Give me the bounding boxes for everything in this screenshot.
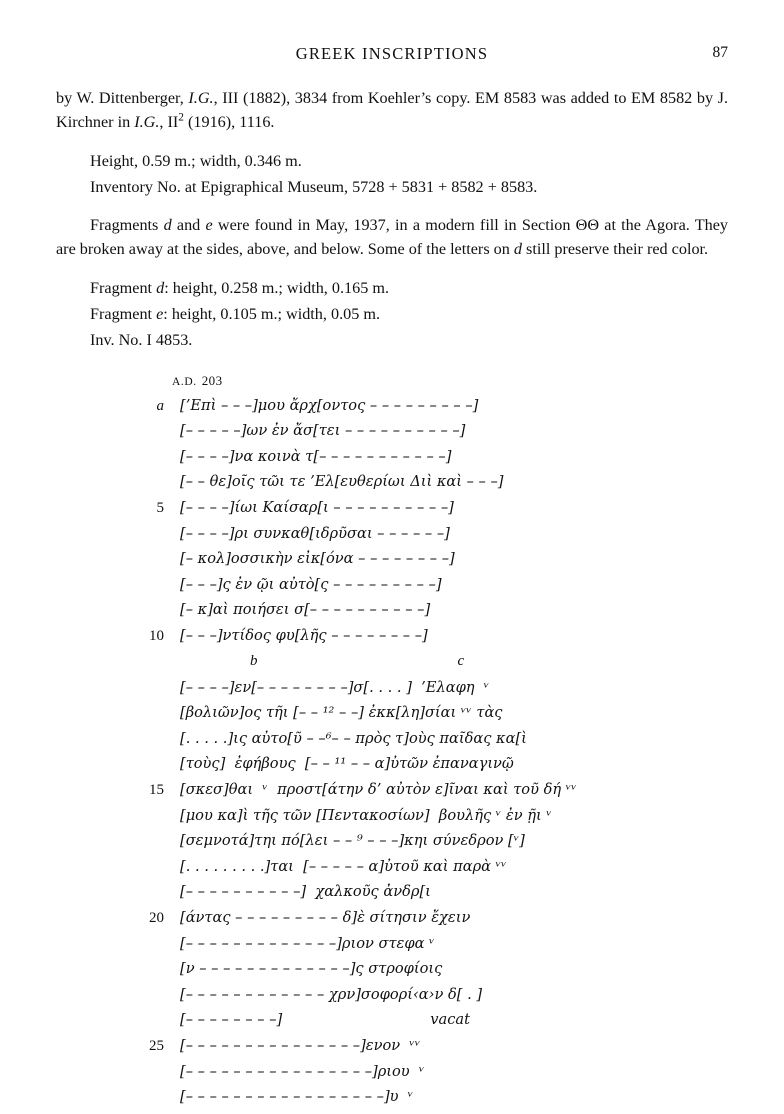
line-number: 20 — [149, 909, 164, 926]
paragraph-sources — [56, 86, 728, 135]
line-text: [– – –]ντίδος φυ[λῆς – – – – – – – –] — [180, 627, 428, 645]
line-text: [ν – – – – – – – – – – – – –]ς στροφίοις — [180, 960, 443, 978]
paragraph-dimensions: Height, 0.59 m.; width, 0.346 m. — [90, 151, 302, 170]
inscription-line — [56, 473, 728, 499]
line-label-a — [56, 398, 180, 415]
inscription-line — [56, 550, 728, 576]
line-number: 10 — [149, 628, 164, 645]
inscription-line — [56, 525, 728, 551]
line-text: [– – – – – – – – – – – – –]ριον στεφα ᵛ — [180, 934, 435, 952]
p6-seg1: Fragment — [90, 305, 157, 324]
p5-seg1: Fragment — [90, 278, 157, 297]
inscription-line — [56, 986, 728, 1012]
inscription-lines-a — [56, 397, 728, 653]
paragraph-fragment-d — [56, 276, 728, 300]
line-text: [– – –]ς ἐν ῷι αὐτὸ[ς – – – – – – – – –] — [180, 575, 442, 593]
line-text: [– κ]αὶ ποιήσει σ[– – – – – – – – – –] — [180, 601, 431, 619]
inscription-line — [56, 755, 728, 781]
line-number: 25 — [149, 1037, 164, 1054]
inscription-date — [56, 373, 728, 389]
fragment-a-label: a — [156, 397, 164, 414]
inscription-line — [56, 601, 728, 627]
paragraph-fragment-e — [56, 302, 728, 326]
p1-ig-italic-2: I.G. — [134, 113, 160, 132]
p4-seg1: Fragments — [90, 216, 164, 235]
line-text: [– – – – –]ων ἐν ἄσ[τει – – – – – – – – – –] — [180, 422, 466, 440]
date-prefix: A.D. — [172, 375, 197, 388]
line-text: [– – θε]οῖς τῶι τε ’Ελ[ευθερίωι Διὶ καὶ – – –] — [180, 473, 504, 491]
inscription-line — [56, 1037, 728, 1063]
p1-seg2: , III (1882), 3834 from Koehler’s copy. EM 8583 was added to EM 8582 by J. Kirchner in — [56, 89, 728, 132]
inscription-line — [56, 704, 728, 730]
line-text: [σκεσ]θαι ᵛ προστ[άτην δ’ αὐτὸν ε]ῖναι καὶ τοῦ δή ᵛᵛ — [180, 780, 577, 798]
line-text: [μου κα]ὶ τῆς τῶν [Πεντακοσίων] βουλῆς ᵛ ἐν ῇι ᵛ — [180, 806, 552, 824]
fragment-bc-labels — [56, 653, 728, 679]
p4-frag-e: e — [205, 216, 213, 235]
inscription-line — [56, 730, 728, 756]
paragraph-inventory: Inventory No. at Epigraphical Museum, 5728 + 5831 + 8582 + 8583. — [90, 177, 538, 196]
inscription-line — [56, 499, 728, 525]
fragment-c-label: c — [457, 652, 465, 669]
p4-seg3: were found in May, 1937, in a modern fill in Section ΘΘ at the Agora. They are broken away at the sides, above, and below. Some of the letters on — [56, 216, 728, 259]
inscription-line — [56, 448, 728, 474]
inscription-line — [56, 858, 728, 884]
line-number: 5 — [156, 500, 164, 517]
line-text: [– – – –]ίωι Καίσαρ[ι – – – – – – – – – –] — [180, 499, 454, 517]
line-text: [. . . . . . . . .]ται [– – – – – α]ὐτοῦ καὶ παρὰ ᵛᵛ — [180, 857, 507, 875]
inscription-line — [56, 397, 728, 423]
p4-frag-d2: d — [513, 240, 522, 259]
p6-frag-e: e — [156, 305, 164, 324]
inscription-line — [56, 781, 728, 807]
line-text: [τοὺς] ἐφήβους [– – ¹¹ – – α]ὐτῶν ἐπαναγινῷ — [180, 755, 514, 773]
page-number: 87 — [712, 44, 728, 61]
inscription-line — [56, 935, 728, 961]
p5-seg2: : height, 0.258 m.; width, 0.165 m. — [164, 278, 390, 297]
p1-superscript: 2 — [178, 111, 184, 124]
inscription-line — [56, 1063, 728, 1089]
p4-frag-d: d — [163, 216, 172, 235]
fragment-b-label: b — [250, 652, 258, 669]
body-text — [56, 86, 728, 353]
p4-seg4: still preserve their red color. — [522, 240, 709, 259]
paragraph-inv-no: Inv. No. I 4853. — [90, 331, 193, 350]
line-text: [– – – –]ρι συνκαθ[ιδρῦσαι – – – – – –] — [180, 524, 450, 542]
line-text: [– – – – – – – –] — [180, 1011, 283, 1029]
line-text: [άντας – – – – – – – – – δ]ὲ σίτησιν ἔχειν — [180, 908, 471, 926]
line-text: [– – – –]εν[– – – – – – – –]σ[. . . . ] ’Ελαφη ᵛ — [180, 678, 490, 696]
inscription-line-vacat — [56, 1011, 728, 1037]
p1-seg1: by W. Dittenberger, — [56, 89, 189, 107]
inscription-line — [56, 627, 728, 653]
inscription-line — [56, 422, 728, 448]
line-text: [σεμνοτά]τηι πό[λει – – ⁹ – – –]κηι σύνεδρον [ᵛ] — [180, 832, 525, 850]
line-text: [– – – – – – – – – –] χαλκοῦς ἀνδρ[ι — [180, 883, 431, 901]
line-number: 15 — [149, 781, 164, 798]
running-header — [56, 44, 728, 78]
inscription-line — [56, 960, 728, 986]
inscription-line — [56, 883, 728, 909]
line-text: [– – – – – – – – – – – – – – – – –]υ ᵛ — [180, 1088, 414, 1106]
line-text: [– – – – – – – – – – – – – – –]ενον ᵛᵛ — [180, 1036, 421, 1054]
vacat-note: vacat — [430, 1011, 470, 1029]
line-text: [βολιῶν]ος τῆι [– – ¹² – –] ἐκκ[λη]σίαι ᵛᵛ τὰς — [180, 704, 503, 722]
inscription-line — [56, 576, 728, 602]
p1-seg3: , II — [159, 113, 179, 132]
line-text: [– – – – – – – – – – – – χρν]σοφορί‹α›ν δ[ . ] — [180, 985, 483, 1003]
inscription-line — [56, 909, 728, 935]
p5-frag-d: d — [156, 278, 165, 297]
line-text: [– – – – – – – – – – – – – – – –]ριου ᵛ — [180, 1062, 425, 1080]
line-text: [– κολ]οσσικὴν εἰκ[όνα – – – – – – – –] — [180, 550, 455, 568]
inscription-line — [56, 807, 728, 833]
p4-seg2: and — [171, 216, 206, 235]
inscription-line — [56, 832, 728, 858]
line-text: [’Επὶ – – –]μου ἄρχ[οντος – – – – – – – – –] — [180, 396, 479, 414]
p1-seg4: (1916), 1116. — [183, 113, 275, 132]
inscription-lines-bc — [56, 679, 728, 1114]
p1-ig-italic-1: I.G. — [188, 89, 214, 107]
running-title: GREEK INSCRIPTIONS — [295, 44, 489, 63]
inscription-line — [56, 679, 728, 705]
inscription-block — [56, 373, 728, 1114]
p6-seg2: : height, 0.105 m.; width, 0.05 m. — [163, 305, 381, 324]
line-text: [. . . . .]ις αὐτο[ῦ – –⁶– – πρὸς τ]οὺς παῖδας κα[ὶ — [180, 729, 527, 747]
paragraph-fragments-found — [56, 213, 728, 262]
date-value: 203 — [201, 372, 223, 388]
line-text: [– – – –]να κοινὰ τ[– – – – – – – – – – –] — [180, 447, 452, 465]
inscription-line — [56, 1088, 728, 1114]
